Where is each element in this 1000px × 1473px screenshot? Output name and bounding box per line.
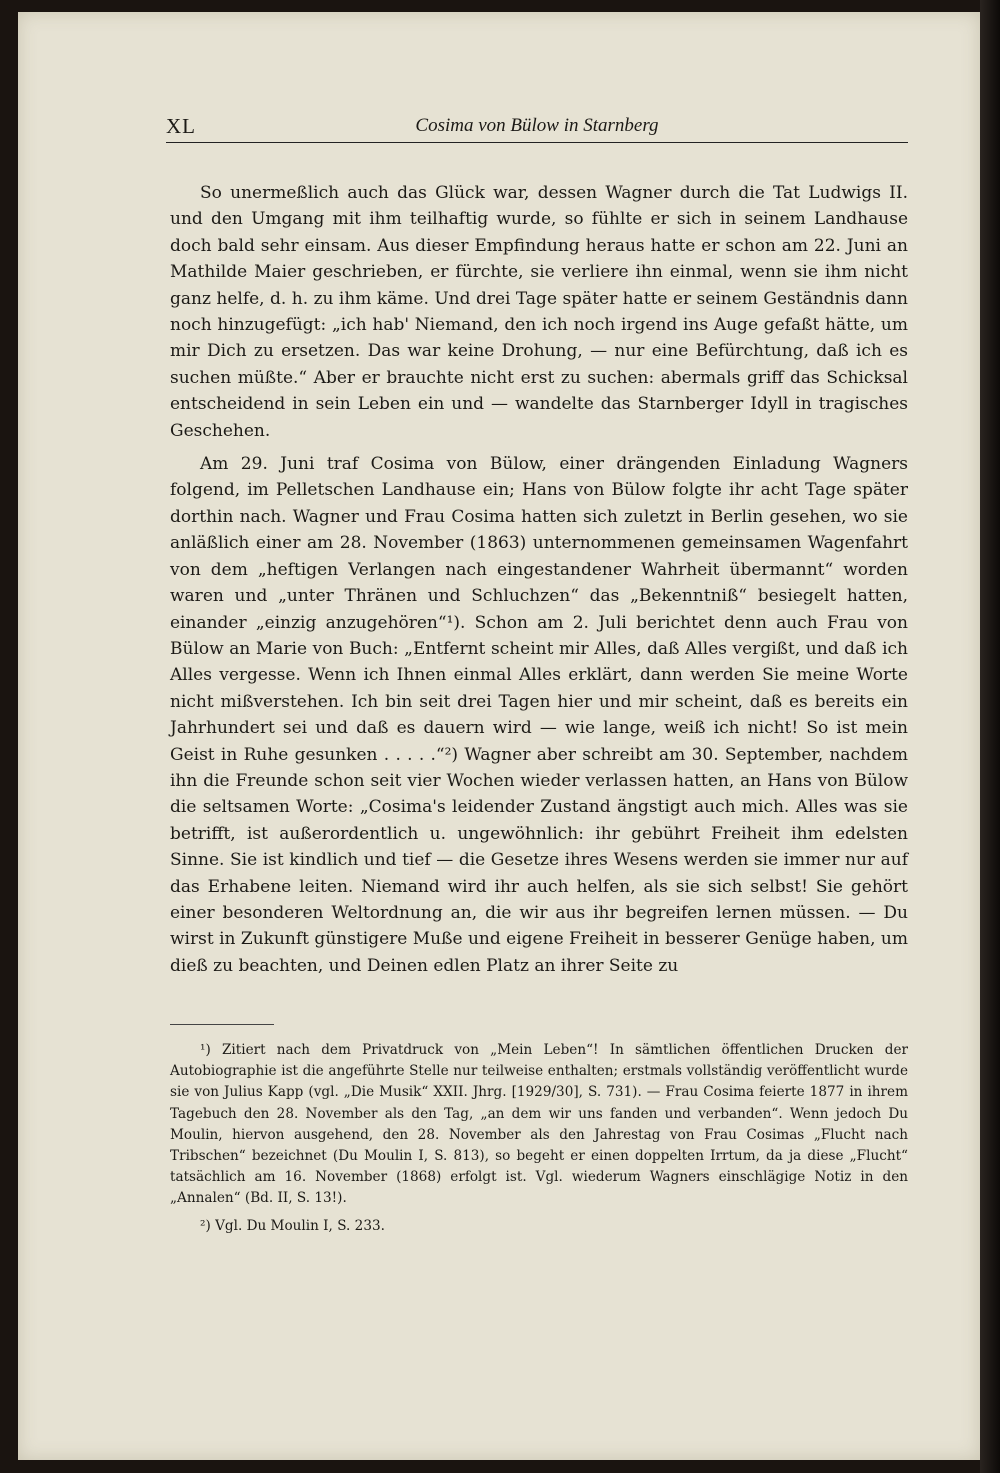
main-text <box>170 180 908 986</box>
page-number: XL <box>166 114 196 138</box>
footnote-separator <box>170 1024 274 1025</box>
page-header <box>166 114 908 143</box>
book-spine-edge <box>980 0 1000 1473</box>
paragraph: Am 29. Juni traf Cosima von Bülow, einer drängenden Einladung Wagners folgend, im Pelletschen Landhause ein; Hans von Bülow folgte ihr acht Tage später dorthin nach. Wagner und Frau Cosima hatten sich zuletzt in Berlin gesehen, wo sie anläßlich einer am 28. November (1863) unternommenen gemeinsamen Wagenfahrt von dem „heftigen Verlangen nach eingestandener Wahrheit übermannt“ worden waren und „unter Thränen und Schluchzen“ das „Bekenntniß“ besiegelt hatten, einander „einzig anzugehören“¹). Schon am 2. Juli berichtet denn auch Frau von Bülow an Marie von Buch: „Entfernt scheint mir Alles, daß Alles vergißt, und daß ich Alles vergesse. Wenn ich Ihnen einmal Alles erklärt, dann werden Sie meine Worte nicht mißverstehen. Ich bin seit drei Tagen hier und mir scheint, daß es bereits ein Jahrhundert sei und daß es dauern wird — wie lange, weiß ich nicht! So ist mein Geist in Ruhe gesunken . . . . .“²) Wagner aber schreibt am 30. September, nachdem ihn die Freunde schon seit vier Wochen wieder verlassen hatten, an Hans von Bülow die seltsamen Worte: „Cosima's leidender Zustand ängstigt auch mich. Alles was sie betrifft, ist außerordentlich u. ungewöhnlich: ihr gebührt Freiheit ihm edelsten Sinne. Sie ist kindlich und tief — die Gesetze ihres Wesens werden sie immer nur auf das Erhabene leiten. Niemand wird ihr auch helfen, als sie sich selbst! Sie gehört einer besonderen Weltordnung an, die wir aus ihr begreifen lernen müssen. — Du wirst in Zukunft günstigere Muße und eigene Freiheit in besserer Genüge haben, um dieß zu beachten, und Deinen edlen Platz an ihrer Seite zu <box>170 454 908 976</box>
running-title: Cosima von Bülow in Starnberg <box>415 115 659 136</box>
footnotes <box>170 1040 908 1243</box>
footnote: ²) Vgl. Du Moulin I, S. 233. <box>200 1217 385 1234</box>
paragraph: So unermeßlich auch das Glück war, dessen Wagner durch die Tat Ludwigs II. und den Umgang mit ihm teilhaftig wurde, so fühlte er sich in seinem Landhause doch bald sehr einsam. Aus dieser Empfindung heraus hatte er schon am 22. Juni an Mathilde Maier geschrieben, er fürchte, sie verliere ihn einmal, wenn sie ihm nicht ganz helfe, d. h. zu ihm käme. Und drei Tage später hatte er seinem Geständnis dann noch hinzugefügt: „ich hab' Niemand, den ich noch irgend ins Auge gefaßt hätte, um mir Dich zu ersetzen. Das war keine Drohung, — nur eine Befürchtung, daß ich es suchen müßte.“ Aber er brauchte nicht erst zu suchen: abermals griff das Schicksal entscheidend in sein Leben ein und — wandelte das Starnberger Idyll in tragisches Geschehen. <box>170 183 908 441</box>
footnote: ¹) Zitiert nach dem Privatdruck von „Mein Leben“! In sämtlichen öffentlichen Drucken der Autobiographie ist die angeführte Stelle nur teilweise enthalten; erstmals vollständig veröffentlicht wurde sie von Julius Kapp (vgl. „Die Musik“ XXII. Jhrg. [1929/30], S. 731). — Frau Cosima feierte 1877 in ihrem Tagebuch den 28. November als den Tag, „an dem wir uns fanden und verbanden“. Wenn jedoch Du Moulin, hiervon ausgehend, den 28. November als den Jahrestag von Frau Cosimas „Flucht nach Tribschen“ bezeichnet (Du Moulin I, S. 813), so begeht er einen doppelten Irrtum, da ja diese „Flucht“ tatsächlich am 16. November (1868) erfolgt ist. Vgl. wiederum Wagners einschlägige Notiz in den „Annalen“ (Bd. II, S. 13!). <box>170 1042 908 1207</box>
